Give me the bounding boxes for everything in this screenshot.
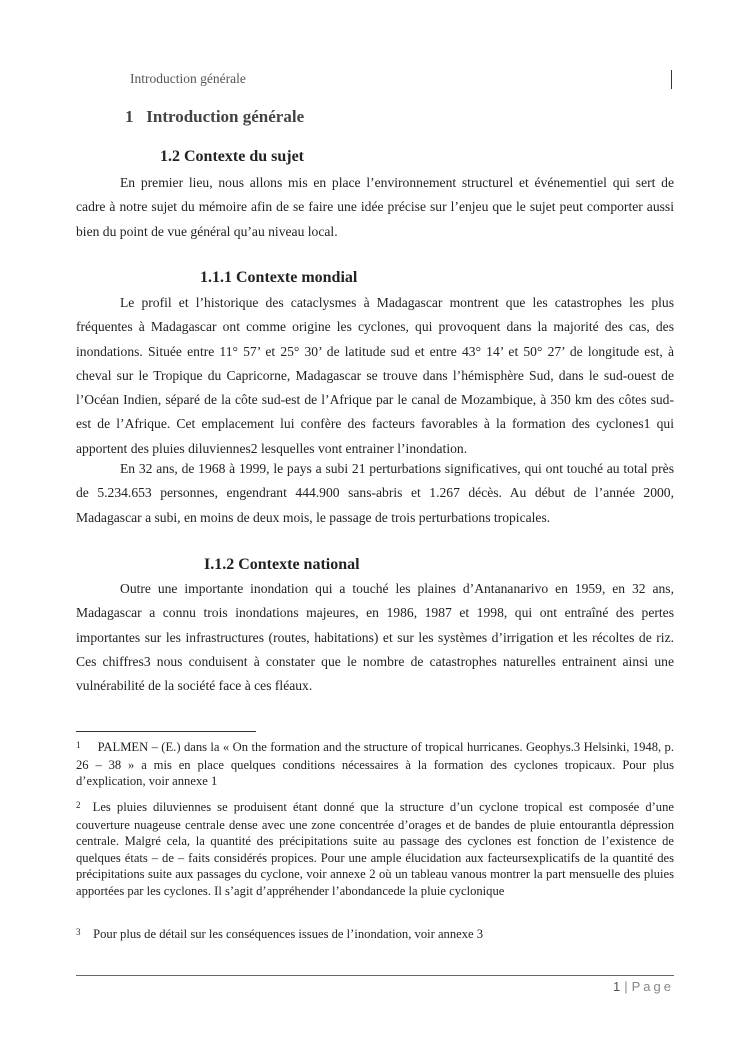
subsection-title-mondial: 1.1.1 Contexte mondial bbox=[200, 269, 358, 286]
page-label: Page bbox=[631, 979, 674, 994]
footnote-number: 3 bbox=[76, 927, 81, 937]
footnote-number: 2 bbox=[76, 800, 81, 810]
footnote-3 bbox=[76, 926, 674, 944]
footer-pipe: | bbox=[624, 979, 628, 994]
footnote-number: 1 bbox=[76, 740, 81, 750]
subsection-title-national: I.1.2 Contexte national bbox=[204, 556, 360, 573]
footnote-text: PALMEN – (E.) dans la « On the formation and the structure of tropical hurricanes. Geophys.3 Helsinki, 1948, p. 26 – 38 » a mis en place quelques conditions nécessaires à la formation des cyclones tropicaux. Pour plus d’explication, voir annexe 1 bbox=[76, 740, 675, 788]
footnote-text: Pour plus de détail sur les conséquences issues de l’inondation, voir annexe 3 bbox=[93, 927, 484, 941]
footnote-2 bbox=[76, 799, 674, 899]
section-title: 1.2 Contexte du sujet bbox=[160, 148, 304, 165]
mondial-paragraph-2: En 32 ans, de 1968 à 1999, le pays a subi 21 perturbations significatives, qui ont touché au total près de 5.234.653 personnes, engendrant 444.900 sans-abris et 1.267 décès. Au début de l’année 2000, Madagascar a subi, en moins de deux mois, le passage de trois perturbations tropicales. bbox=[76, 461, 674, 525]
running-header: Introduction générale bbox=[130, 71, 246, 86]
footer-divider bbox=[76, 975, 674, 976]
intro-paragraph: En premier lieu, nous allons mis en place l’environnement structurel et événementiel qui sert de cadre à notre sujet du mémoire afin de se faire une idée précise sur l’enjeu que le sujet peut comporter aussi bien du point de vue général qu’au niveau local. bbox=[76, 175, 674, 239]
mondial-paragraph-1: Le profil et l’historique des cataclysmes à Madagascar montrent que les catastrophes les plus fréquentes à Madagascar ont comme origine les cyclones, qui provoquent dans la majorité des cas, des inondations. Située entre 11° 57’ et 25° 30’ de latitude sud et entre 43° 14’ et 50° 27’ de longitude est, à cheval sur le Tropique du Capricorne, Madagascar se trouve dans l’hémisphère Sud, dans le sud-ouest de l’Océan Indien, séparé de la côte sud-est de l’Afrique par le canal de Mozambique, à 350 km des côtes sud-est de l’Afrique. Cet emplacement lui confère des facteurs favorables à la formation des cyclones1 qui apportent des pluies diluviennes2 lesquelles vont entrainer l’inondation. bbox=[76, 295, 674, 456]
header-divider bbox=[671, 70, 672, 89]
footnote-1 bbox=[76, 739, 674, 790]
national-paragraph: Outre une importante inondation qui a touché les plaines d’Antananarivo en 1959, en 32 ans, Madagascar a connu trois inondations majeures, en 1986, 1987 et 1998, qui ont entraîné des pertes importantes sur les infrastructures (routes, habitations) et sur les systèmes d’irrigation et les récoltes de riz. Ces chiffres3 nous conduisent à constater que le nombre de catastrophes naturelles entrainent ainsi une vulnérabilité de la société face à ces fléaux. bbox=[76, 581, 674, 694]
chapter-title: 1 Introduction générale bbox=[125, 107, 305, 126]
footnote-text: Les pluies diluviennes se produisent étant donné que la structure d’un cyclone tropical est composée d’une couverture nuageuse centrale dense avec une zone concentrée d’orages et de bandes de pluie entourantla dépression centrale. Malgré cela, la quantité des précipitations suite au passage des cyclones est fonction de l’existence de quelques états – de – faits considérés propices. Pour une ample élucidation aux facteursexplicatifs de la quantité des précipitations suite aux passages du cyclone, voir annexe 2 où un tableau vanous montrer la part mensuelle des pluies apportées par les cyclones. Il s’agit d’appréhender l’abondancede la pluie cyclonique bbox=[76, 800, 674, 898]
page-footer bbox=[613, 979, 674, 994]
footnote-separator bbox=[76, 731, 256, 732]
page-number: 1 bbox=[613, 979, 621, 994]
